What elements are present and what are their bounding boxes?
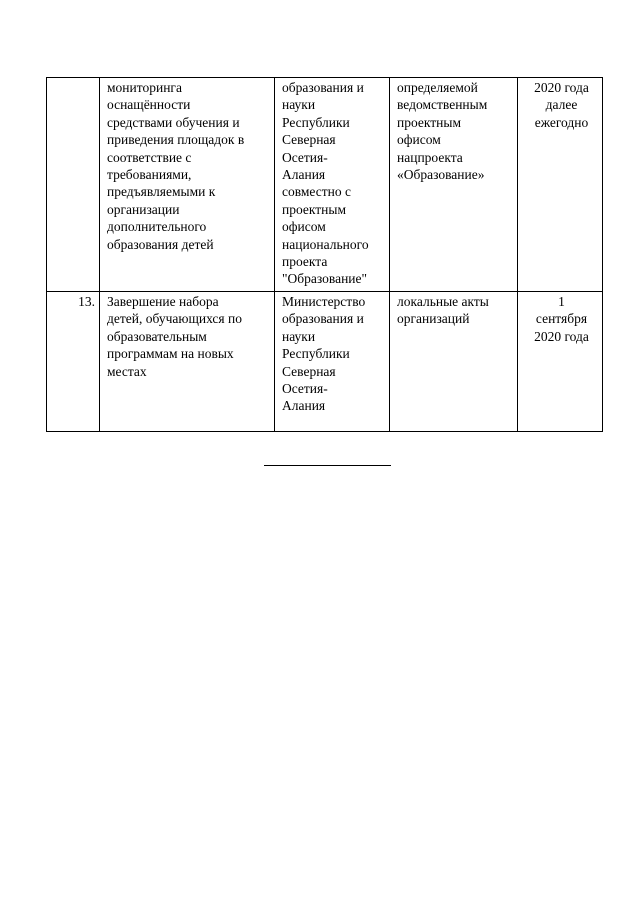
event-line: детей, обучающихся по — [107, 311, 242, 327]
responsible-cell — [275, 78, 390, 292]
event-line: образовательным — [107, 328, 207, 344]
responsible-line: национального — [282, 236, 369, 252]
event-line: предъявляемыми к — [107, 184, 216, 200]
responsible-line: Алания — [282, 398, 326, 414]
responsible-line: Алания — [282, 167, 326, 183]
event-line: местах — [107, 363, 147, 379]
responsible-line: Республики — [282, 346, 350, 362]
deadline-cell — [518, 291, 603, 431]
result-line: проектным — [397, 114, 461, 130]
deadline-line: 1 — [558, 293, 565, 309]
result-line: ведомственным — [397, 97, 488, 113]
row-number-cell — [47, 291, 100, 431]
responsible-line: науки — [282, 97, 316, 113]
event-line: приведения площадок в — [107, 132, 245, 148]
responsible-line: образования и — [282, 311, 364, 327]
responsible-line: Осетия- — [282, 149, 328, 165]
deadline-line: ежегодно — [534, 114, 589, 130]
event-line: дополнительного — [107, 219, 207, 235]
row-number-cell — [47, 78, 100, 292]
responsible-line: образования и — [282, 80, 364, 95]
responsible-line: офисом — [282, 219, 326, 235]
responsible-line: Министерство — [282, 293, 366, 309]
event-cell — [100, 78, 275, 292]
deadline-line: 2020 года — [534, 328, 589, 344]
event-line: оснащённости — [107, 97, 191, 113]
responsible-line: проекта — [282, 254, 328, 270]
responsible-line: совместно с — [282, 184, 351, 200]
table-row — [47, 78, 603, 292]
end-divider — [264, 465, 391, 466]
event-line: мониторинга — [107, 80, 182, 95]
result-line: определяемой — [397, 80, 478, 95]
responsible-cell — [275, 291, 390, 431]
event-line: соответствие с — [107, 149, 192, 165]
event-line: средствами обучения и — [107, 114, 240, 130]
event-line: программам на новых — [107, 346, 234, 362]
deadline-cell — [518, 78, 603, 292]
event-line: образования детей — [107, 236, 214, 252]
deadline-line: 2020 года — [534, 80, 589, 95]
responsible-line: Северная — [282, 363, 336, 379]
event-cell — [100, 291, 275, 431]
event-line: Завершение набора — [107, 293, 219, 309]
responsible-line: науки — [282, 328, 316, 344]
responsible-line: Северная — [282, 132, 336, 148]
result-line: нацпроекта — [397, 149, 463, 165]
responsible-line: Осетия- — [282, 380, 328, 396]
result-line: офисом — [397, 132, 441, 148]
deadline-line: далее — [545, 97, 578, 113]
result-line: «Образование» — [397, 167, 485, 183]
table-row — [47, 291, 603, 431]
measures-table — [46, 77, 603, 432]
event-line: требованиями, — [107, 167, 192, 183]
result-cell — [390, 78, 518, 292]
responsible-line: Республики — [282, 114, 350, 130]
event-line: организации — [107, 201, 180, 217]
responsible-line: проектным — [282, 201, 346, 217]
row-number: 13. — [78, 293, 95, 309]
deadline-line: сентября — [535, 311, 588, 327]
responsible-line: "Образование" — [282, 271, 368, 287]
result-line: организаций — [397, 311, 470, 327]
result-line: локальные акты — [397, 293, 489, 309]
result-cell — [390, 291, 518, 431]
